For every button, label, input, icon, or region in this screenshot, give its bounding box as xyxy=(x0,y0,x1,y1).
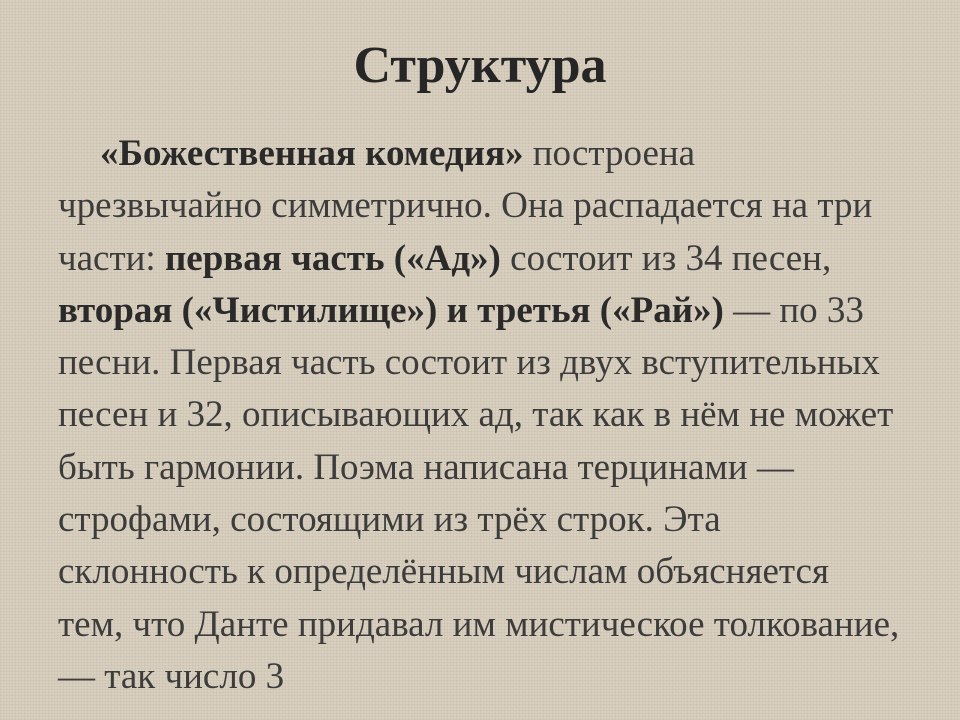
text-segment: — по 33 песни. Первая часть состоит из двух вступительных песен и 32, описывающих ад, так как в нём не может быть гармонии. Поэма написана терцинами — строфами, состоящими из трёх строк. Эта склонность к определённым числам объясняется тем, что Данте придавал им мистическое толкование, — так число 3 xyxy=(58,289,900,697)
text-segment: состоит из 34 песен, xyxy=(500,237,832,279)
bold-phrase-parts-two-three: вторая («Чистилище») и третья («Рай») xyxy=(58,289,724,331)
slide-title: Структура xyxy=(353,37,607,94)
bold-phrase-part-one: первая часть («Ад») xyxy=(164,237,501,279)
bold-phrase-title: «Божественная комедия» xyxy=(100,133,524,174)
body-paragraph xyxy=(58,128,903,703)
text-segment: построена чрезвычайно симметрично. Она распадается на три части: xyxy=(58,133,873,279)
